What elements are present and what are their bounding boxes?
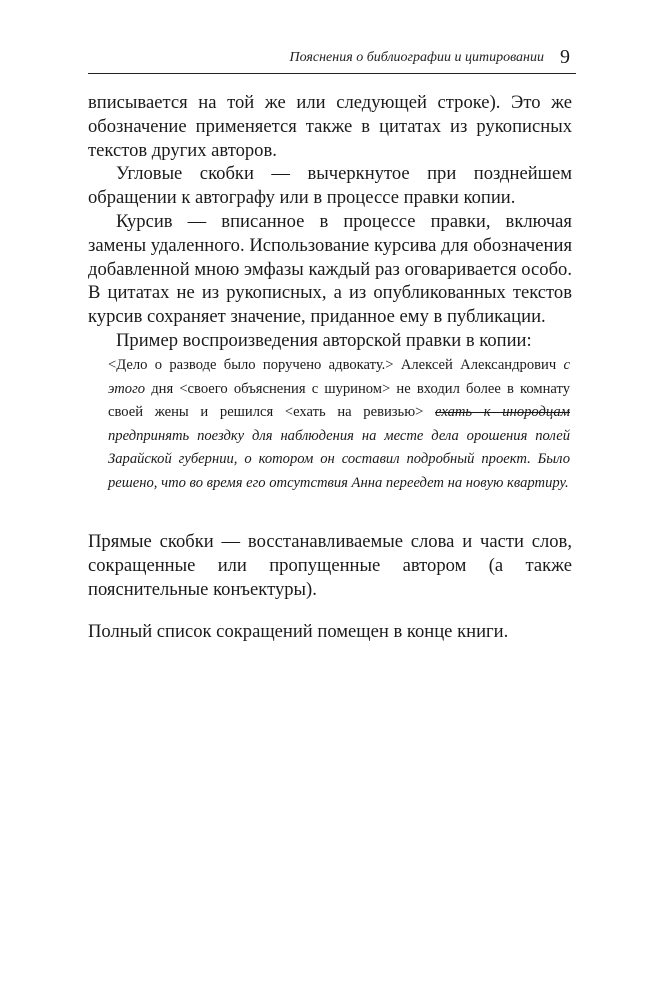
page-number: 9 (560, 46, 570, 68)
paragraph-abbreviations: Полный список сокращений помещен в конце книги. (88, 621, 509, 642)
example-quote (108, 354, 570, 496)
header-rule (88, 73, 576, 74)
paragraph-square-brackets: Прямые скобки — восстанавливаемые слова и части слов, сокращенные или пропущенные автором (а также пояснительные конъектуры). (88, 531, 572, 600)
paragraph-continuation: вписывается на той же или следующей строке). Это же обозначение применяется также в цитатах из рукописных текстов других авторов. (88, 92, 572, 161)
quote-struck-text: ехать к инородцам (435, 404, 570, 421)
main-text (88, 91, 572, 353)
quote-text: <Дело о разводе было поручено адвокату.> Алексей Александрович (108, 357, 564, 373)
quote-inserted-text: предпринять поездку для наблюдения на месте дела орошения полей Зарайской губернии, о котором он составил подробный проект. Было решено, что во время его отсутствия Анна переедет на новую квартиру. (108, 427, 570, 491)
quote-inserted-text: с этого (108, 357, 570, 397)
running-title: Пояснения о библиографии и цитировании (289, 50, 544, 65)
paragraph-example-intro: Пример воспроизведения авторской правки в копии: (116, 329, 532, 351)
quote-text: дня <своего объяснения с шурином> не входил более в комнату своей жены и решился <ехать на ревизью> (108, 380, 570, 421)
paragraph-angle-brackets: Угловые скобки — вычеркнутое при позднейшем обращении к автографу или в процессе правки копии. (88, 163, 572, 209)
running-header (88, 48, 576, 72)
paragraph-italics: Курсив — вписанное в процессе правки, включая замены удаленного. Использование курсива для обозначения добавленной мною эмфазы каждый раз оговаривается особо. В цитатах не из рукописных, а из опубликованных текстов курсив сохраняет значение, приданное ему в публикации. (88, 210, 572, 328)
